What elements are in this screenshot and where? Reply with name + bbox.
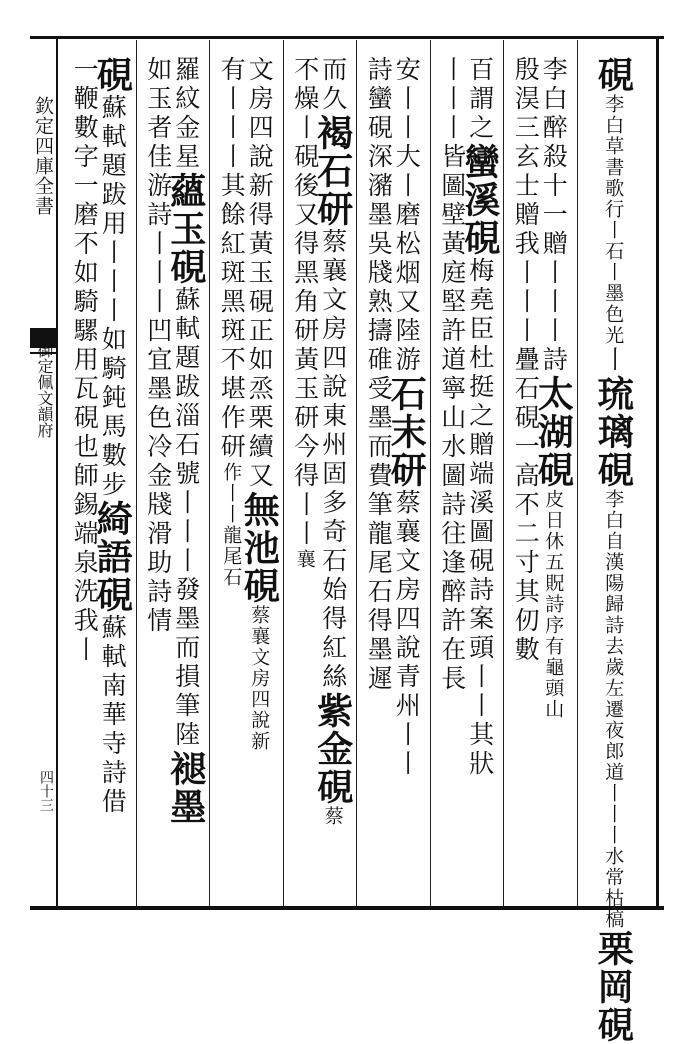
body-text: 受墨而費筆龍尾石得墨遲 bbox=[364, 375, 394, 694]
text-column bbox=[577, 56, 651, 1044]
body-text: 詩蠻硯深瀦墨吳牋熟擣 bbox=[364, 56, 394, 346]
text-column bbox=[503, 56, 577, 902]
body-text: 皆圖壁黃庭堅許道寧山水圖詩往逢醉許在長 bbox=[437, 143, 467, 694]
text-line bbox=[532, 56, 575, 902]
text-column bbox=[136, 56, 210, 902]
entry-heading: 太湖硯 bbox=[532, 375, 575, 489]
body-text: 安丨丨大丨磨松烟又陸游 bbox=[392, 56, 422, 375]
frame-bottom-border bbox=[30, 906, 664, 910]
column-rule bbox=[430, 40, 431, 906]
annotation-text: 夜郎道丨丨丨水常枯槁 bbox=[602, 720, 625, 930]
text-line bbox=[91, 56, 134, 902]
page-gutter bbox=[0, 36, 56, 910]
annotation-text: 丨石丨墨色光 bbox=[602, 220, 625, 346]
text-column bbox=[283, 56, 357, 902]
body-text: 碓 bbox=[364, 346, 394, 375]
text-column bbox=[356, 56, 430, 902]
body-text: 文房四說新得黃玉硯正如烝栗續又 bbox=[245, 56, 275, 491]
body-text: 有丨丨丨其餘紅斑黑斑不堪作研 bbox=[217, 56, 247, 462]
entry-heading: 蠻溪硯 bbox=[458, 143, 501, 257]
body-text: 師錫端泉洗我丨 bbox=[70, 462, 100, 665]
annotation-text: 襄 bbox=[293, 549, 316, 570]
entry-heading: 栗岡硯 bbox=[592, 930, 635, 1044]
entry-heading: 硯 bbox=[592, 56, 635, 94]
body-text: 疊石硯一高不二寸其仞數 bbox=[511, 346, 541, 665]
entry-heading: 褪墨 bbox=[164, 750, 207, 826]
entry-heading: 蘊玉硯 bbox=[164, 172, 207, 286]
annotation-text: 李白草書歌行 bbox=[602, 94, 625, 220]
entry-heading: 綺語硯 bbox=[91, 500, 134, 614]
annotation-text: 李白自漢陽歸詩去歲左遷 bbox=[602, 489, 625, 720]
column-rule bbox=[577, 40, 578, 906]
frame-top-border bbox=[30, 36, 664, 39]
gutter-book-title: 御定佩文韻府 bbox=[35, 342, 54, 438]
entry-heading: 紫金硯 bbox=[311, 692, 354, 806]
body-text: 百謂之 bbox=[465, 56, 495, 143]
text-line bbox=[164, 56, 207, 902]
text-line bbox=[385, 56, 428, 902]
body-text: 蔡襄文房四說青州丨丨 bbox=[392, 489, 422, 779]
body-text: 蘇軾南華寺詩借 bbox=[98, 614, 128, 817]
text-column bbox=[430, 56, 504, 902]
text-line bbox=[311, 56, 354, 902]
text-line bbox=[592, 56, 635, 1044]
column-rule bbox=[283, 40, 284, 906]
body-text: 蘇軾題跋淄石號丨丨丨發墨而損筆陸 bbox=[171, 286, 201, 750]
entry-heading: 琉璃硯 bbox=[592, 375, 635, 489]
body-text: 蔡襄文房四說東州固多奇石始得紅絲 bbox=[318, 228, 348, 692]
annotation-text: 作丨丨龍尾石 bbox=[220, 462, 243, 588]
column-rule bbox=[356, 40, 357, 906]
text-column bbox=[62, 56, 136, 902]
frame-right-border bbox=[656, 36, 659, 910]
body-text: 丨丨丨 bbox=[437, 56, 467, 143]
body-text: 如玉者佳 bbox=[143, 56, 173, 172]
annotation-text: 蔡 bbox=[321, 806, 344, 827]
body-text: 羅紋金星 bbox=[171, 56, 201, 172]
gutter-series-title: 欽定四庫全書 bbox=[32, 96, 54, 216]
body-text: 硯後又得黑角研黃玉研今得丨丨 bbox=[290, 143, 320, 549]
annotation-text: 皮日休五貺詩序有龜頭山 bbox=[542, 489, 565, 720]
text-line bbox=[218, 56, 245, 902]
gutter-border bbox=[56, 36, 58, 910]
body-text: 而久 bbox=[318, 56, 348, 114]
body-text: 李白醉殺十一贈丨丨丨詩 bbox=[539, 56, 569, 375]
text-column bbox=[209, 56, 283, 902]
entry-heading: 無池硯 bbox=[238, 491, 281, 605]
body-text: 蘇軾題跋用丨丨丨如騎鈍馬數步 bbox=[98, 94, 128, 500]
gutter-page-number: 四十三 bbox=[38, 770, 54, 812]
body-text: 丨 bbox=[599, 346, 629, 375]
entry-heading: 石末研 bbox=[385, 375, 428, 489]
annotation-text: 蔡襄文房四說新 bbox=[248, 605, 271, 752]
column-rule bbox=[503, 40, 504, 906]
body-text: 游詩丨丨丨凹宜墨色冷金牋滑助詩情 bbox=[143, 172, 173, 636]
entry-heading: 硯 bbox=[91, 56, 134, 94]
text-line bbox=[238, 56, 281, 902]
body-text: 一鞭數字一磨不如騎騾用瓦硯也 bbox=[70, 56, 100, 462]
column-rule bbox=[136, 40, 137, 906]
text-line bbox=[458, 56, 501, 902]
entry-heading: 褐石研 bbox=[311, 114, 354, 228]
body-text: 殷淏三玄士贈我丨丨丨 bbox=[511, 56, 541, 346]
text-line bbox=[71, 56, 98, 902]
body-text: 不燥丨 bbox=[290, 56, 320, 143]
column-rule bbox=[209, 40, 210, 906]
body-text: 梅堯臣杜挺之贈端溪圖硯詩案頭丨丨其狀 bbox=[465, 257, 495, 779]
